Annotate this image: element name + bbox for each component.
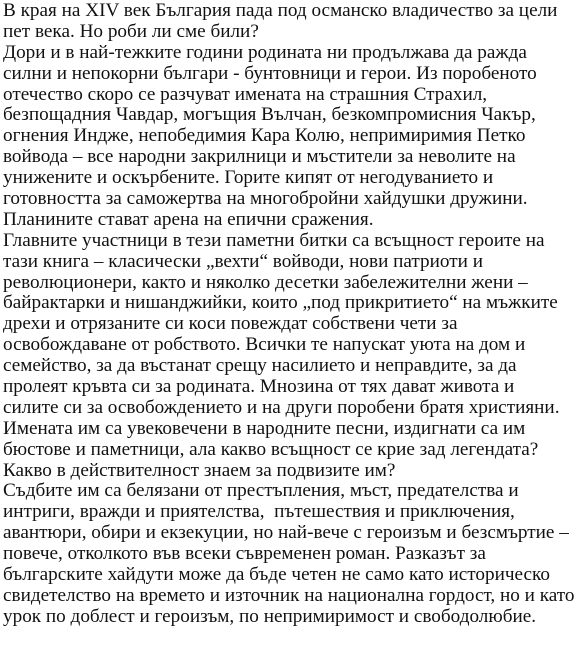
text-line: Главните участници в тези паметни битки са всъщност героите на: [3, 229, 545, 251]
text-line: силите си за освобождението и на други поробени братя християни.: [3, 396, 560, 418]
text-line: безпощадния Чавдар, могъщия Вълчан, безкомпромисния Чакър,: [3, 104, 536, 126]
text-line: огнения Индже, непобедимия Кара Колю, непримиримия Петко: [3, 125, 526, 147]
text-line: повече, отколкото във всеки съвременен роман. Разказът за: [3, 543, 486, 565]
text-line: урок по доблест и героизъм, по непримиримост и свободолюбие.: [3, 605, 537, 627]
text-line: българските хайдути може да бъде четен не само като историческо: [3, 564, 550, 586]
text-line: силни и непокорни българи - бунтовници и герои. Из поробеното: [3, 62, 537, 84]
text-line: революционери, както и няколко десетки забележителни жени –: [3, 271, 528, 293]
text-line: интриги, вражди и приятелства, пътешествия и приключения,: [3, 501, 515, 523]
text-line: свидетелство на времето и източник на национална гордост, но и като: [3, 584, 575, 606]
text-line: бюстове и паметници, ала какво всъщност се крие зад легендата?: [3, 438, 539, 460]
text-line: авантюри, обири и екзекуции, но най-вече с героизъм и безсмъртие –: [3, 522, 569, 544]
text-line: дрехи и отрязаните си коси повеждат собствени чети за: [3, 313, 458, 335]
text-line: унижените и оскърбените. Горите кипят от негодуванието и: [3, 167, 494, 189]
text-line: пет века. Но роби ли сме били?: [3, 20, 259, 42]
text-line: войвода – все народни закрилници и мъстители за неволите на: [3, 146, 516, 168]
text-line: Планините стават арена на епични сражения.: [3, 208, 374, 230]
text-line: освобождаване от робството. Всички те напускат уюта на дом и: [3, 334, 526, 356]
text-line: готовността за саможертва на многобройни хайдушки дружини.: [3, 188, 528, 210]
text-line: семейство, за да въстанат срещу насилието и неправдите, за да: [3, 355, 517, 377]
text-line: пролеят кръвта си за родината. Мнозина от тях дават живота и: [3, 376, 515, 398]
text-line: Имената им са увековечени в народните песни, издигнати са им: [3, 417, 526, 439]
text-line: В края на XIV век България пада под османско владичество за цели: [3, 0, 558, 21]
text-line: тази книга – класически „вехти“ войводи, нови патриоти и: [3, 250, 483, 272]
text-line: отечество скоро се разчуват имената на страшния Страхил,: [3, 83, 488, 105]
text-line: байрактарки и нишанджийки, които „под прикритието“ на мъжките: [3, 292, 558, 314]
text-line: Какво в действителност знаем за подвизите им?: [3, 459, 396, 481]
text-line: Съдбите им са белязани от престъпления, мъст, предателства и: [3, 480, 519, 502]
text-line: Дори и в най-тежките години родината ни продължава да ражда: [3, 41, 527, 63]
